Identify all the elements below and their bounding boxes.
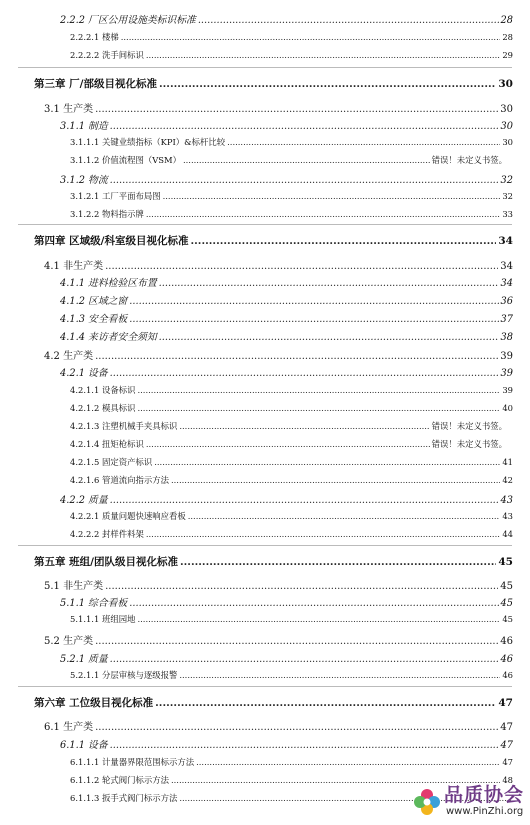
toc-leader-dots [180,556,496,568]
toc-entry-label: 3.1.1 制造 [60,121,108,132]
toc-entry[interactable] [60,311,513,325]
toc-entry-page: 29 [502,50,513,60]
toc-entry[interactable] [60,172,513,186]
flower-logo-icon [412,787,442,817]
toc-leader-dots [179,670,500,680]
toc-entry[interactable] [70,208,513,220]
toc-entry-label: 5.2 生产类 [44,636,94,647]
toc-leader-dots [110,368,499,379]
toc-entry-label: 第五章 班组/团队级目视化标准 [34,556,178,568]
toc-entry-label: 3.1.2.2 物料指示牌 [70,209,144,219]
toc-entry[interactable] [60,118,513,132]
toc-entry[interactable] [60,293,513,307]
toc-entry-label: 3.1.1.1 关键业绩指标（KPI）&标杆比较 [70,137,226,147]
toc-leader-dots [154,457,500,467]
chapter-divider [18,67,512,68]
toc-entry-label: 5.2.1 质量 [60,654,108,665]
toc-entry-label: 5.1.1 综合看板 [60,598,128,609]
toc-entry-page: 45 [500,598,513,609]
toc-entry-label: 4.2.1.6 管道流向指示方法 [70,475,169,485]
toc-entry-page: 30 [502,137,513,147]
toc-entry-label: 第六章 工位级目视化标准 [34,697,154,709]
toc-entry[interactable] [70,669,513,681]
toc-entry[interactable] [60,651,513,665]
toc-entry[interactable] [44,718,513,733]
toc-entry-label: 4.2.1.1 设备标识 [70,385,136,395]
toc-leader-dots [110,495,499,506]
toc-entry[interactable] [70,438,507,450]
toc-entry[interactable] [70,510,513,522]
toc-entry-page: 34 [500,261,513,272]
toc-entry-page: 32 [500,175,513,186]
watermark-brand: 品质协会 [444,784,525,806]
toc-leader-dots [137,614,500,624]
toc-entry[interactable] [70,756,513,768]
toc-entry-page: 47 [500,722,513,733]
toc-entry[interactable] [60,492,513,506]
toc-entry-label: 3.1.2 物流 [60,175,108,186]
toc-entry-label: 2.2.2.2 洗手间标识 [70,50,144,60]
toc-entry[interactable] [70,420,507,432]
toc-entry-page: 47 [500,740,513,751]
toc-entry-label: 3.1 生产类 [44,104,94,115]
toc-entry-label: 4.2.1.4 扭矩枪标识 [70,439,144,449]
toc-leader-dots [146,529,500,539]
toc-entry[interactable] [70,49,513,61]
toc-entry-label: 4.2.1.3 注塑机械手夹具标识 [70,421,178,431]
toc-entry-label: 6.1.1.1 计量器界限范围标示方法 [70,757,195,767]
toc-entry[interactable] [70,528,513,540]
toc-entry-page: 45 [498,556,513,568]
toc-entry-page: 43 [502,511,513,521]
toc-entry-page: 38 [500,332,513,343]
watermark-site: www.PinZhi.org [446,806,524,817]
toc-entry[interactable] [60,329,513,343]
toc-entry-page: 37 [500,314,513,325]
toc-leader-dots [95,351,498,362]
toc-entry[interactable] [44,632,513,647]
watermark-logo [410,779,528,823]
toc-entry-page: 47 [502,757,513,767]
toc-leader-dots [129,598,498,609]
toc-entry-error: 错误！未定义书签。 [431,421,507,431]
toc-leader-dots [146,50,500,60]
toc-leader-dots [198,15,499,26]
toc-entry-error: 错误！未定义书签。 [431,439,507,449]
toc-leader-dots [137,385,500,395]
toc-leader-dots [191,235,497,247]
toc-entry-label: 4.2.2 质量 [60,495,108,506]
toc-entry[interactable] [60,595,513,609]
toc-entry-page: 36 [500,296,513,307]
chapter-divider [18,686,512,687]
toc-entry-page: 28 [500,15,513,26]
toc-entry[interactable] [44,347,513,362]
toc-leader-dots [159,78,496,90]
toc-entry[interactable] [70,613,513,625]
toc-entry-label: 5.2.1.1 分层审核与逐级报警 [70,670,178,680]
toc-entry-label: 4.2.1.2 模具标识 [70,403,136,413]
toc-leader-dots [121,32,501,42]
toc-entry-label: 4.1.4 来访者安全须知 [60,332,157,343]
toc-entry-label: 4.2.1.5 固定资产标识 [70,457,153,467]
toc-entry-label: 4.2.1 设备 [60,368,108,379]
toc-chapter-entry[interactable] [34,695,513,710]
toc-entry-label: 6.1 生产类 [44,722,94,733]
toc-chapter-entry[interactable] [34,554,513,569]
toc-leader-dots [105,581,498,592]
toc-entry-page: 30 [500,104,513,115]
toc-leader-dots [110,121,499,132]
toc-entry-page: 34 [498,235,513,247]
toc-entry-page: 30 [498,78,513,90]
toc-entry-page: 47 [498,697,513,709]
toc-entry-page: 34 [500,278,513,289]
toc-leader-dots [95,722,498,733]
toc-entry-label: 4.2.2.1 质量问题快速响应看板 [70,511,186,521]
toc-entry-page: 45 [500,581,513,592]
toc-chapter-entry[interactable] [34,233,513,248]
toc-entry[interactable] [70,384,513,396]
toc-leader-dots [159,278,499,289]
toc-entry-label: 4.2.2.2 封样件料架 [70,529,144,539]
toc-entry-page: 39 [500,351,513,362]
toc-entry-label: 4.1 非生产类 [44,261,104,272]
toc-entry[interactable] [70,402,513,414]
toc-entry-label: 4.2 生产类 [44,351,94,362]
toc-entry-page: 46 [500,636,513,647]
toc-leader-dots [129,296,498,307]
toc-entry-label: 3.1.2.1 工厂平面布局图 [70,191,161,201]
toc-entry[interactable] [60,737,513,751]
toc-entry[interactable] [60,365,513,379]
toc-entry-label: 4.1.1 进料检验区布置 [60,278,157,289]
toc-entry-label: 5.1 非生产类 [44,581,104,592]
toc-entry[interactable] [70,190,513,202]
toc-entry-page: 43 [500,495,513,506]
toc-entry-page: 46 [500,654,513,665]
toc-entry-page: 48 [502,775,513,785]
toc-entry-label: 第四章 区域级/科室级目视化标准 [34,235,189,247]
toc-entry[interactable] [70,456,513,468]
toc-entry-label: 2.2.2 厂区公用设施类标识标准 [60,15,196,26]
toc-entry[interactable] [44,100,513,115]
toc-entry-label: 6.1.1.3 扳手式阀门标示方法 [70,793,178,803]
chapter-divider [18,545,512,546]
toc-entry[interactable] [60,12,513,26]
toc-entry[interactable] [70,31,513,43]
toc-entry-page: 33 [502,209,513,219]
toc-leader-dots [137,403,500,413]
toc-leader-dots [196,757,500,767]
toc-entry[interactable] [44,257,513,272]
toc-leader-dots [146,439,430,449]
toc-entry[interactable] [60,275,513,289]
toc-chapter-entry[interactable] [34,76,513,91]
toc-entry-page: 39 [502,385,513,395]
toc-leader-dots [105,261,498,272]
toc-leader-dots [129,314,498,325]
toc-leader-dots [159,332,499,343]
toc-leader-dots [188,511,501,521]
toc-leader-dots [227,137,500,147]
toc-entry[interactable] [70,474,513,486]
toc-leader-dots [110,654,499,665]
toc-entry-page: 40 [502,403,513,413]
toc-entry-page: 30 [500,121,513,132]
toc-entry-page: 46 [502,670,513,680]
toc-leader-dots [179,421,429,431]
toc-leader-dots [95,104,498,115]
toc-entry[interactable] [70,136,513,148]
toc-entry-label: 4.1.2 区域之窗 [60,296,128,307]
toc-leader-dots [110,175,499,186]
chapter-divider [18,224,512,225]
toc-leader-dots [155,697,496,709]
toc-entry-page: 32 [502,191,513,201]
toc-entry-label: 5.1.1.1 班组园地 [70,614,136,624]
toc-entry-label: 2.2.2.1 楼梯 [70,32,119,42]
toc-entry-page: 42 [502,475,513,485]
toc-entry-label: 3.1.1.2 价值流程图（VSM） [70,155,181,165]
toc-entry-page: 41 [502,457,513,467]
toc-leader-dots [110,740,499,751]
toc-entry-label: 4.1.3 安全看板 [60,314,128,325]
toc-entry-label: 6.1.1.2 轮式阀门标示方法 [70,775,169,785]
toc-leader-dots [183,155,430,165]
toc-entry-page: 28 [502,32,513,42]
toc-leader-dots [146,209,500,219]
toc-entry[interactable] [70,154,507,166]
toc-leader-dots [95,636,498,647]
toc-entry-label: 6.1.1 设备 [60,740,108,751]
toc-entry-label: 第三章 厂/部级目视化标准 [34,78,157,90]
toc-entry-error: 错误！未定义书签。 [431,155,507,165]
toc-entry[interactable] [44,577,513,592]
toc-leader-dots [163,191,501,201]
toc-entry-page: 44 [502,529,513,539]
toc-leader-dots [171,475,500,485]
toc-entry-page: 45 [502,614,513,624]
toc-entry-page: 39 [500,368,513,379]
